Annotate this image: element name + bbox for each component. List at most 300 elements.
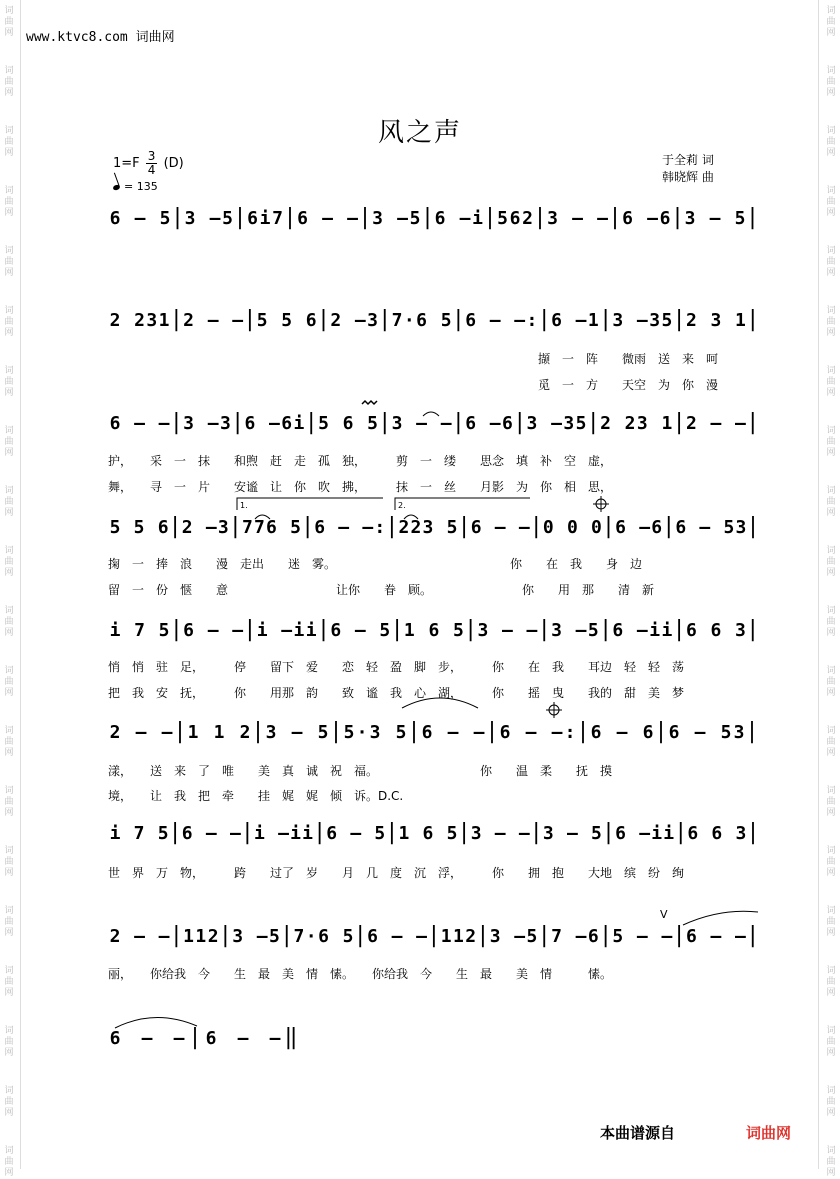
note: – <box>134 208 146 229</box>
note: – <box>232 310 244 331</box>
note: 3 <box>636 413 648 434</box>
tie-slur <box>402 698 478 708</box>
note: 1 <box>452 926 464 947</box>
note: 6 <box>297 208 308 229</box>
note: 6 <box>465 413 477 434</box>
note: 6 <box>587 926 599 947</box>
note: 6 <box>247 208 258 229</box>
note: 3 <box>217 517 229 538</box>
note: 3 <box>542 823 554 844</box>
note: i <box>109 620 121 641</box>
barline: | <box>746 514 760 539</box>
barline: | <box>169 923 183 948</box>
barline: | <box>672 307 686 332</box>
note: – <box>518 823 530 844</box>
note: 6 <box>326 823 338 844</box>
note: i <box>254 823 265 844</box>
barline: | <box>240 820 255 845</box>
note: – <box>710 413 722 434</box>
note: i <box>290 823 301 844</box>
note: 5 <box>587 620 599 641</box>
barline: | <box>169 617 183 642</box>
barline: | <box>746 923 760 948</box>
time-numerator: 3 <box>147 149 156 163</box>
watermark-text: 词 曲 网 <box>4 546 14 578</box>
note: 6 <box>502 413 513 434</box>
note: 2 <box>624 413 636 434</box>
source-label: 本曲谱源自 <box>600 1124 676 1142</box>
note: 0 <box>566 517 578 538</box>
watermark-text: 词 曲 网 <box>826 186 836 218</box>
watermark-text: 词 曲 网 <box>826 1086 836 1118</box>
note: – <box>551 413 562 434</box>
lyric-text: 舞， 寻 一 片 安谧 让 你 吹 拂， 抹 一 丝 月影 为 你 相 思， <box>108 480 613 494</box>
barline: | <box>385 820 399 845</box>
note: i <box>293 620 305 641</box>
note: – <box>350 823 362 844</box>
note: 6 <box>465 310 477 331</box>
barline: | <box>283 205 297 230</box>
watermark-text: 词 曲 网 <box>826 606 836 638</box>
watermark-text: 词 曲 网 <box>826 966 836 998</box>
lyric-text: 世 界 万 物， 跨 过了 岁 月 几 度 沉 浮， 你 拥 抱 大地 缤 纷 绚 <box>108 866 685 880</box>
note: – <box>514 926 526 947</box>
barline: | <box>464 617 478 642</box>
note: – <box>269 413 280 434</box>
watermark-text: 词 曲 网 <box>4 6 14 38</box>
note: 3 <box>183 413 194 434</box>
watermark-text: 词 曲 网 <box>4 666 14 698</box>
note: – <box>636 926 648 947</box>
note: – <box>232 620 244 641</box>
watermark-text: 词 曲 网 <box>4 786 14 818</box>
note: 6 <box>499 722 511 743</box>
barline: | <box>746 617 760 642</box>
note: – <box>134 413 145 434</box>
watermark-text: 词 曲 网 <box>826 786 836 818</box>
note: – <box>502 620 513 641</box>
note: 3 <box>733 722 745 743</box>
key-label: 1=F <box>113 156 140 171</box>
tie-slur <box>255 515 270 519</box>
note: 2 <box>685 310 697 331</box>
note: – <box>639 823 651 844</box>
note: 3 <box>146 310 158 331</box>
watermark-text: 词 曲 网 <box>826 546 836 578</box>
note: – <box>440 413 452 434</box>
note: 5 <box>734 208 746 229</box>
note: 2 <box>181 517 193 538</box>
note: – <box>322 208 333 229</box>
note: – <box>207 310 219 331</box>
watermark-text: 词 曲 网 <box>826 486 836 518</box>
note: – <box>575 310 587 331</box>
note: – <box>636 620 648 641</box>
barline: | <box>385 514 399 539</box>
watermark-text: 词 曲 网 <box>4 846 14 878</box>
barline: | <box>598 923 613 948</box>
note: 3 <box>526 413 538 434</box>
note: 6 <box>509 208 521 229</box>
lyric-text: 护， 采 一 抹 和煦 赶 走 孤 独， 剪 一 缕 思念 填 补 空 虚， <box>108 454 613 468</box>
note: 2 <box>465 926 477 947</box>
note: 7 <box>551 926 562 947</box>
barline: | <box>231 410 245 435</box>
lyric-text: 留 一 份 惬 意 让你 眷 顾。 你 用 那 清 新 <box>108 583 655 597</box>
note: 6 <box>685 926 697 947</box>
note: – <box>141 1028 153 1049</box>
barline: | <box>378 410 392 435</box>
barline: | <box>662 514 676 539</box>
watermark-text: 词 曲 网 <box>826 6 836 38</box>
note: 2 <box>134 310 145 331</box>
note: 7 <box>391 310 403 331</box>
note: 2 <box>239 722 251 743</box>
note: 6 <box>642 722 654 743</box>
barline: | <box>329 719 343 744</box>
barline: | <box>586 410 600 435</box>
watermark-text: 词 曲 网 <box>826 426 836 458</box>
coda-icon <box>593 496 609 512</box>
note: – <box>161 722 173 743</box>
note: 3 <box>265 722 277 743</box>
note: 6 <box>615 517 626 538</box>
note: 5 <box>374 823 386 844</box>
note: 7 <box>272 208 283 229</box>
tempo-value: = 135 <box>124 180 158 193</box>
note: – <box>207 413 219 434</box>
watermark-text: 词 曲 网 <box>826 906 836 938</box>
note: – <box>447 722 459 743</box>
brand-link[interactable]: 词曲网 <box>746 1124 792 1142</box>
note: 0 <box>591 517 602 538</box>
barline: | <box>427 923 441 948</box>
note: 6 <box>470 517 482 538</box>
barline: | <box>451 410 466 435</box>
note: – <box>347 208 358 229</box>
note: – <box>237 1028 249 1049</box>
note: – <box>397 208 408 229</box>
note: – <box>494 517 506 538</box>
barline: | <box>228 514 242 539</box>
note: 7 <box>133 823 145 844</box>
volta-label-1: 1. <box>240 501 248 510</box>
note: 1 <box>587 310 599 331</box>
note: – <box>416 926 428 947</box>
barline: ‖ <box>284 1025 298 1050</box>
note: 5 <box>379 620 391 641</box>
barline: | <box>485 719 499 744</box>
note: 7 <box>254 517 265 538</box>
barline: | <box>537 307 551 332</box>
note: 6 <box>622 208 633 229</box>
note: 2 <box>398 517 410 538</box>
note: 3 <box>684 208 696 229</box>
barline: | <box>390 617 404 642</box>
barline: | <box>513 410 527 435</box>
barline: | <box>170 205 185 230</box>
note: 3 <box>489 926 501 947</box>
barline: | <box>378 307 392 332</box>
note: 6 <box>615 823 626 844</box>
lyricist: 于全莉 词 <box>662 153 714 167</box>
note: 2 <box>109 926 121 947</box>
note: 5 <box>446 823 458 844</box>
volta-label-2: 2. <box>398 501 406 510</box>
note: 5 <box>395 722 407 743</box>
note: 3 <box>649 310 661 331</box>
note: 1 <box>403 620 415 641</box>
note: – <box>158 926 170 947</box>
note: 3 <box>372 208 383 229</box>
note: 6 <box>330 620 342 641</box>
note: 6 <box>367 926 378 947</box>
note: – <box>616 722 628 743</box>
note: – <box>647 208 658 229</box>
barline: | <box>451 307 466 332</box>
note: – <box>551 722 563 743</box>
note: i <box>302 823 313 844</box>
note: 6 <box>434 208 446 229</box>
note: 6 <box>428 620 440 641</box>
barline: | <box>457 820 471 845</box>
tie-slur <box>683 911 758 925</box>
note: · <box>403 310 415 331</box>
note: 2 <box>109 722 121 743</box>
note: 6 <box>590 722 602 743</box>
note: 5 <box>591 823 602 844</box>
note: 2 <box>600 413 611 434</box>
note: – <box>489 310 501 331</box>
note: – <box>514 310 526 331</box>
note: 5 <box>290 517 301 538</box>
note: 5 <box>158 620 170 641</box>
barline: | <box>745 205 760 230</box>
barline: | <box>537 923 551 948</box>
lyric-text: 悄 悄 驻 足， 停 留下 爱 恋 轻 盈 脚 步， 你 在 我 耳边 轻 轻 荡 <box>108 660 685 674</box>
note: 3 <box>612 310 624 331</box>
watermark-text: 词 曲 网 <box>826 366 836 398</box>
note: – <box>338 517 350 538</box>
barline: | <box>233 205 247 230</box>
lyric-text: 境， 让 我 把 牵 挂 娓 娓 倾 诉。D.C. <box>108 789 404 803</box>
site-url[interactable]: www.ktvc8.com 词曲网 <box>26 30 175 45</box>
note: i <box>663 823 675 844</box>
watermark-text: 词 曲 网 <box>826 1146 836 1178</box>
barline: | <box>316 307 331 332</box>
note: – <box>575 926 587 947</box>
note: – <box>416 413 428 434</box>
note: 5 <box>281 310 293 331</box>
note: 5 <box>222 208 233 229</box>
barline: | <box>168 820 182 845</box>
note: 6 <box>668 722 680 743</box>
barline: | <box>529 514 543 539</box>
song-title: 风之声 <box>377 118 462 148</box>
barline: | <box>746 307 760 332</box>
note: – <box>256 926 268 947</box>
volta-bracket-1 <box>237 498 383 510</box>
barline: | <box>353 923 367 948</box>
note: 3 <box>547 208 558 229</box>
mordent-icon <box>362 401 377 404</box>
note: 1 <box>661 413 673 434</box>
note: 3 <box>219 413 231 434</box>
note: 6 <box>314 517 326 538</box>
barline: | <box>674 820 688 845</box>
note: 6 <box>318 926 329 947</box>
note: 5 <box>317 722 329 743</box>
note: 6 <box>687 823 699 844</box>
note: – <box>207 620 219 641</box>
note: 5 <box>409 208 421 229</box>
note: 5 <box>612 926 624 947</box>
barline: | <box>654 719 668 744</box>
note: 6 <box>416 310 428 331</box>
note: 5 <box>157 823 169 844</box>
watermark-text: 词 曲 网 <box>826 666 836 698</box>
lyric-text: 丽， 你给我 今 生 最 美 情 愫。 你给我 今 生 最 美 情 愫。 <box>108 967 613 981</box>
note: – <box>281 620 293 641</box>
note: 3 <box>735 620 746 641</box>
note: i <box>305 620 317 641</box>
note: 5 <box>452 620 464 641</box>
barline: | <box>576 719 590 744</box>
barline: | <box>672 410 686 435</box>
watermark-text: 词 曲 网 <box>826 846 836 878</box>
barline: | <box>407 719 421 744</box>
note: – <box>391 926 403 947</box>
note: i <box>661 620 673 641</box>
watermark-text: 词 曲 网 <box>4 306 14 338</box>
note: 5 <box>367 413 378 434</box>
note: – <box>354 620 366 641</box>
note: 2 <box>109 310 121 331</box>
barline: | <box>598 307 613 332</box>
note: – <box>489 413 501 434</box>
note: – <box>735 413 746 434</box>
barline: | <box>746 820 760 845</box>
barline: | <box>300 514 315 539</box>
lyric-text: 觅 一 方 天空 为 你 漫 <box>538 378 719 392</box>
note: 6 <box>685 620 697 641</box>
barline: | <box>529 820 543 845</box>
note: 1 <box>183 926 194 947</box>
note: 7 <box>241 517 253 538</box>
barline: | <box>173 719 187 744</box>
note: 1 <box>213 722 225 743</box>
note: 2 <box>183 310 194 331</box>
note: – <box>135 722 147 743</box>
barline: | <box>304 410 318 435</box>
lyric-text: 把 我 安 抚， 你 用那 韵 致 谧 我 心 湖， 你 摇 曳 我的 甜 美 梦 <box>108 686 685 700</box>
barline: | <box>745 719 759 744</box>
note: – <box>699 517 711 538</box>
note: – <box>362 517 374 538</box>
note: 2 <box>522 208 533 229</box>
note: 3 <box>232 926 244 947</box>
barline: | <box>316 617 331 642</box>
barline: | <box>243 617 257 642</box>
watermark-text: 词 曲 网 <box>4 1026 14 1058</box>
watermark-text: 词 曲 网 <box>4 486 14 518</box>
barline: | <box>672 923 686 948</box>
lyric-text: 撷 一 阵 微雨 送 来 呵 <box>538 352 719 366</box>
note: – <box>639 517 651 538</box>
watermark-text: 词 曲 网 <box>4 246 14 278</box>
time-denominator: 4 <box>147 163 156 177</box>
barline: | <box>670 205 685 230</box>
barline: | <box>313 820 327 845</box>
volta-bracket-2 <box>395 498 530 510</box>
note: 6 <box>551 310 562 331</box>
note: i <box>109 823 121 844</box>
note: – <box>661 926 673 947</box>
note: 6 <box>710 620 722 641</box>
barline: | <box>476 923 490 948</box>
breath-mark-icon: V <box>660 908 668 921</box>
note: 6 <box>659 208 671 229</box>
barline: | <box>218 923 232 948</box>
coda-icon <box>546 702 562 718</box>
note: 6 <box>612 620 624 641</box>
note: 5 <box>342 926 354 947</box>
note: 6 <box>421 722 433 743</box>
barline: | <box>601 820 616 845</box>
note: 6 <box>422 823 434 844</box>
note: 1 <box>398 823 410 844</box>
tie-slur <box>115 1017 197 1028</box>
note: – <box>229 823 241 844</box>
note: 6 <box>157 517 169 538</box>
watermark-text: 词 曲 网 <box>826 246 836 278</box>
note: 3 <box>735 517 747 538</box>
tie-slur <box>423 412 439 416</box>
barline: | <box>280 923 294 948</box>
note: 5 <box>526 926 538 947</box>
watermark-text: 词 曲 网 <box>4 186 14 218</box>
barline: | <box>457 514 471 539</box>
note: – <box>526 620 538 641</box>
note: 3 <box>184 208 196 229</box>
repeat-sign: : <box>374 517 386 538</box>
note: 6 <box>183 620 194 641</box>
note: 1 <box>440 926 452 947</box>
note: 2 <box>330 310 342 331</box>
note: 6 <box>181 823 193 844</box>
barline: | <box>746 410 760 435</box>
composer: 韩晓辉 曲 <box>662 170 714 184</box>
note: 3 <box>563 413 575 434</box>
lyric-text: 掬 一 捧 浪 漫 走出 迷 雾。 你 在 我 身 边 <box>108 557 643 571</box>
note: i <box>651 823 663 844</box>
watermark-text: 词 曲 网 <box>826 726 836 758</box>
note: 6 <box>305 310 317 331</box>
note: 5 <box>440 310 452 331</box>
note: 6 <box>109 208 121 229</box>
watermark-text: 词 曲 网 <box>4 1086 14 1118</box>
note: – <box>566 823 578 844</box>
repeat-sign: : <box>564 722 576 743</box>
watermark-text: 词 曲 网 <box>4 906 14 938</box>
note: – <box>278 823 289 844</box>
note: – <box>209 208 221 229</box>
note: – <box>291 722 303 743</box>
watermark-text: 词 曲 网 <box>4 606 14 638</box>
note: 3 <box>710 310 722 331</box>
note: – <box>694 722 706 743</box>
note: 6 <box>675 517 687 538</box>
